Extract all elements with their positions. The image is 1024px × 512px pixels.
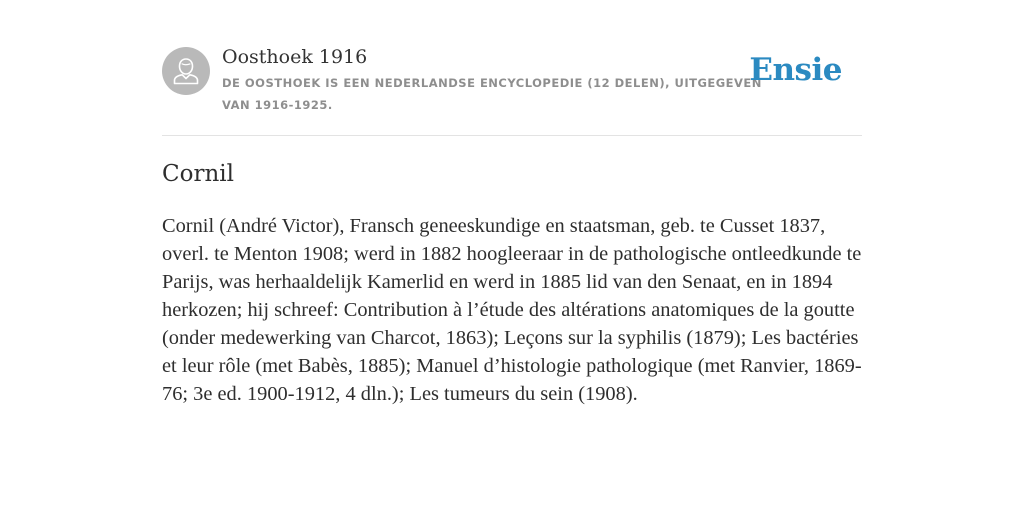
article-title: Cornil — [162, 161, 234, 187]
source-title[interactable]: Oosthoek 1916 — [222, 46, 368, 68]
source-description: DE OOSTHOEK IS EEN NEDERLANDSE ENCYCLOPEDIE (12 DELEN), UITGEGEVEN VAN 1916-1925. — [222, 76, 762, 112]
user-silhouette-icon — [162, 47, 210, 95]
article-body: Cornil (André Victor), Fransch geneeskundige en staatsman, geb. te Cusset 1837, overl. te Menton 1908; werd in 1882 hoogleeraar in de pathologische ontleedkunde te Parijs, was herhaaldelijk Kamerlid en werd in 1885 lid van den Senaat, en in 1894 herkozen; hij schreef: Contribution à l’étude des altérations anatomiques de la goutte (onder medewerking van Charcot, 1863); Leçons sur la syphilis (1879); Les bactéries et leur rôle (met Babès, 1885); Manuel d’histologie pathologique (met Ranvier, 1869-76; 3e ed. 1900-1912, 4 dln.); Les tumeurs du sein (1908). — [162, 215, 862, 405]
source-header — [162, 44, 862, 136]
source-avatar[interactable] — [162, 47, 210, 95]
ensie-logo[interactable]: Ensie — [749, 52, 842, 88]
